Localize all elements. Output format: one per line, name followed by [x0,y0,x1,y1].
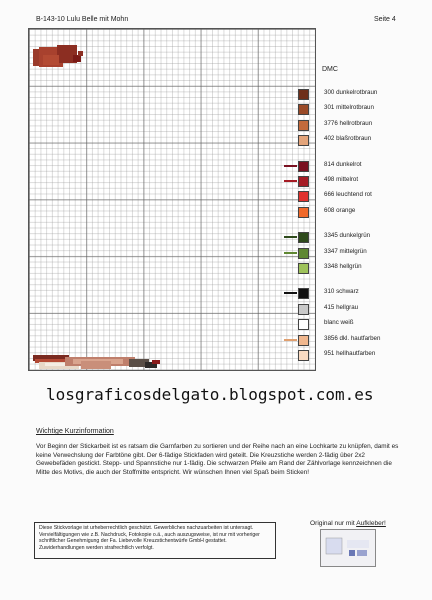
color-name: blanc weiß [324,319,354,327]
legend-label [324,191,372,198]
color-name: orange [336,206,356,214]
pattern-title: B-143-10 Lulu Belle mit Mohn [36,16,129,23]
legend-row [284,287,424,299]
dmc-code: 666 [324,191,335,199]
legend-row [284,349,424,361]
motif-top-left [33,45,83,67]
color-swatch [298,319,309,330]
dmc-code: 3348 [324,263,338,270]
dmc-code: 300 [324,89,335,96]
color-swatch [298,161,309,172]
legend-row [284,190,424,202]
color-swatch [298,350,309,361]
color-swatch [298,176,309,187]
original-prefix: Original nur mit [310,520,357,527]
legend-row [284,119,424,131]
legend-label [324,304,358,311]
legend-label [324,135,371,142]
backstitch-line-sample [284,339,297,341]
legend-row [284,334,424,346]
color-swatch [298,335,309,346]
color-name: mittelgrün [339,247,367,255]
backstitch-line-sample [284,180,297,182]
legend-row [284,206,424,218]
color-swatch [298,89,309,100]
dmc-code: 498 [324,176,335,183]
color-swatch [298,248,309,259]
color-swatch [298,263,309,274]
color-swatch [298,304,309,315]
hologram-sticker [320,529,376,567]
legend-label [324,120,372,127]
legend-label [324,207,355,214]
color-name: hellrotbraun [339,119,373,127]
dmc-code: 402 [324,135,335,143]
sticker-graphic [321,530,375,566]
color-swatch [298,191,309,202]
color-name: dunkelgrün [339,232,371,240]
dmc-code: 814 [324,160,335,168]
color-swatch [298,104,309,115]
color-name: schwarz [336,288,359,296]
original-sticker-note [310,520,386,527]
legend-label [324,335,380,342]
color-swatch [298,207,309,218]
dmc-code: 415 [324,303,335,311]
legend-row [284,160,424,172]
legend-label [324,104,374,111]
legend-label [324,89,377,96]
dmc-code: 951 [324,350,335,357]
backstitch-line-sample [284,252,297,254]
legend-row [284,103,424,115]
dmc-code: 3345 [324,232,338,240]
dmc-code: 301 [324,104,335,112]
dmc-code: 3776 [324,119,338,127]
legend-label [324,350,375,357]
watermark-text: losgraficosdelgato.blogspot.com.es [46,385,374,404]
legend-label [324,288,359,295]
color-swatch [298,288,309,299]
color-name: hellgrün [339,263,362,270]
color-swatch [298,120,309,131]
backstitch-line-sample [284,165,297,167]
color-name: blaßrotbraun [336,135,372,143]
legend-row [284,303,424,315]
backstitch-line-sample [284,292,297,294]
color-name: mittelrot [336,176,359,183]
backstitch-line-sample [284,236,297,238]
notice-title: Wichtige Kurzinformation [36,428,114,435]
legend-row [284,318,424,330]
stitch-pattern [29,29,315,370]
dmc-code: 608 [324,206,335,214]
legend-label [324,248,367,255]
dmc-code: 3856 [324,334,338,342]
legend-row [284,88,424,100]
original-sticker-link: Aufkleber! [356,520,386,527]
color-name: dkl. hautfarben [339,334,381,342]
color-name: leuchtend rot [336,191,372,199]
page-number: Seite 4 [374,16,396,23]
legend-row [284,175,424,187]
color-name: dunkelrotbraun [336,89,378,96]
color-name: dunkelrot [336,160,362,168]
legend-label [324,319,354,326]
cross-stitch-grid [28,28,316,371]
dmc-code: 3347 [324,247,338,255]
copyright-notice [34,522,276,559]
dmc-code: 310 [324,288,335,296]
legend-row [284,134,424,146]
copyright-text: Diese Stickvorlage ist urheberrechtlich geschützt. Gewerbliches nachzuarbeiten ist untersagt. Vervielfältigungen wie z.B. Nachdruck, Fotokopie o.ä., auch auszugsweise, ist nur mit vorheriger schriftlicher Genehmigung der Fa. Liebevolle Kreuzstichentwürfe GmbH gestattet. Zuwiderhandlungen werden strafrechtlich verfolgt. [39,525,260,551]
legend-row [284,231,424,243]
legend-row [284,247,424,259]
color-name: mittelrotbraun [336,104,374,112]
legend-label [324,176,358,183]
legend-label [324,161,362,168]
legend-title: DMC [322,66,338,73]
legend-label [324,263,362,270]
color-swatch [298,135,309,146]
legend-row [284,262,424,274]
color-name: hellhautfarben [336,350,376,357]
color-name: hellgrau [336,303,359,311]
color-swatch [298,232,309,243]
legend-label [324,232,370,239]
notice-text: Vor Beginn der Stickarbeit ist es ratsam die Garnfarben zu sortieren und der Reihe nach an eine Lochkarte zu knüpfen, damit es keine Verwechslung der Farbtöne gibt. Der 6-fädige Stickfaden wird geteilt. Die Kreuzstiche werden 2-fädig über 2x2 Gewebefäden gestickt. Stepp- und Spannstiche nur 1-fädig. Die schwarzen Pfeile am Rand der Zählvorlage kennzeichnen die Mitte des Motivs, die auch der Stoffmitte entspricht. Wir wünschen Ihnen viel Spaß beim Sticken! [36,443,399,476]
motif-bottom-left [33,355,160,369]
